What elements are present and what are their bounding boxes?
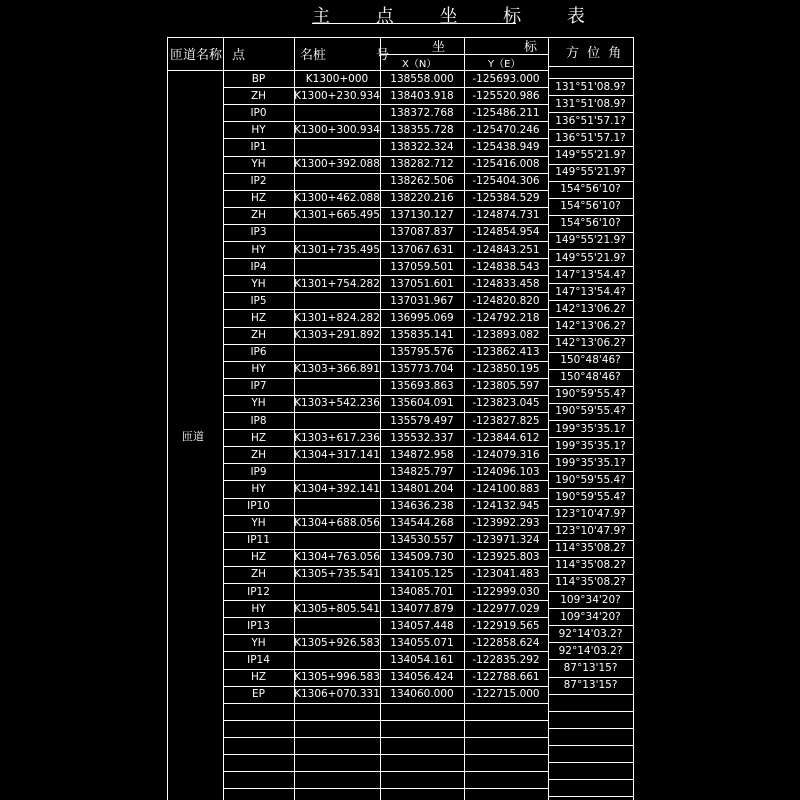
header-y: Y（E）: [488, 59, 521, 70]
header-point: 点: [232, 48, 246, 63]
y-coord-cell: -122835.292: [472, 653, 540, 666]
station-cell: K1301+824.282: [294, 311, 380, 324]
header-azimuth: 方 位 角: [566, 46, 622, 61]
coord-subheader-line: [380, 54, 548, 55]
station-cell: [294, 618, 380, 635]
column-border: [633, 37, 634, 800]
x-coord-cell: 134872.958: [390, 448, 454, 461]
y-coord-cell: -124874.731: [472, 209, 540, 222]
azimuth-cell: 92°14'03.2?: [558, 644, 623, 657]
azimuth-cell: 150°48'46?: [560, 354, 621, 367]
x-coord-cell: 135835.141: [390, 329, 454, 341]
point-cell: IP1: [250, 140, 267, 153]
point-cell: IP13: [247, 619, 270, 632]
station-cell: [294, 498, 380, 515]
y-coord-cell: -124100.883: [472, 482, 540, 495]
azimuth-cell: 142°13'06.2?: [555, 302, 626, 315]
x-coord-cell: 134801.204: [390, 482, 454, 495]
x-coord-cell: 138372.768: [390, 106, 454, 119]
point-cell: IP8: [250, 414, 267, 427]
azimuth-cell: 190°59'55.4?: [555, 388, 626, 401]
point-cell: IP5: [250, 294, 267, 307]
station-cell: K1303+617.236: [294, 431, 380, 444]
y-coord-cell: -124833.458: [472, 277, 540, 290]
x-coord-cell: 135604.091: [390, 397, 454, 410]
table-top-border: [167, 37, 633, 38]
station-cell: K1301+665.495: [294, 209, 380, 222]
station-cell: K1304+688.056: [294, 517, 380, 530]
y-coord-cell: -124096.103: [472, 465, 540, 478]
y-coord-cell: -123925.803: [472, 551, 540, 564]
azimuth-cell: 109°34'20?: [560, 593, 621, 606]
x-coord-cell: 137130.127: [390, 209, 454, 222]
station-cell: K1304+763.056: [294, 551, 380, 564]
x-coord-cell: 138262.506: [390, 175, 454, 188]
station-cell: K1305+735.541: [294, 568, 380, 581]
y-coord-cell: -122788.661: [472, 671, 540, 683]
header-coord-2: 标: [524, 40, 538, 55]
azimuth-cell: 142°13'06.2?: [555, 337, 626, 349]
azimuth-cell: 199°35'35.1?: [555, 456, 626, 469]
point-cell: HZ: [250, 311, 267, 324]
x-coord-cell: 137067.631: [390, 243, 454, 256]
azimuth-cell: 131°51'08.9?: [555, 80, 626, 93]
row-line: [223, 703, 548, 704]
azimuth-cell: 154°56'10?: [560, 200, 621, 213]
point-cell: IP3: [250, 226, 267, 239]
y-coord-cell: -122715.000: [472, 688, 540, 701]
point-cell: YH: [251, 517, 266, 530]
azimuth-cell: 114°35'08.2?: [555, 576, 626, 589]
station-cell: K1303+291.892: [294, 329, 380, 341]
station-cell: [294, 413, 380, 430]
y-coord-cell: -125416.008: [472, 158, 540, 170]
point-cell: ZH: [250, 568, 267, 581]
azimuth-cell: 123°10'47.9?: [555, 525, 626, 538]
station-cell: K1306+070.331: [294, 688, 380, 701]
x-coord-cell: 138355.728: [390, 123, 454, 136]
x-coord-cell: 134105.125: [390, 568, 454, 581]
azimuth-cell: 114°35'08.2?: [555, 542, 626, 555]
point-cell: IP12: [247, 585, 270, 598]
row-line: [223, 720, 548, 721]
station-cell: [294, 173, 380, 190]
azimuth-cell: 154°56'10?: [560, 217, 621, 230]
point-cell: ZH: [250, 209, 267, 222]
x-coord-cell: 134054.161: [390, 653, 454, 666]
x-coord-cell: 138558.000: [390, 72, 454, 85]
station-cell: [294, 139, 380, 156]
azimuth-cell: 114°35'08.2?: [555, 559, 626, 572]
station-cell: K1300+462.088: [294, 192, 380, 205]
x-coord-cell: 138403.918: [390, 89, 454, 102]
station-cell: [294, 259, 380, 276]
azimuth-cell: 136°51'57.1?: [555, 114, 626, 127]
y-coord-cell: -123893.082: [472, 329, 540, 341]
azimuth-cell: 190°59'55.4?: [555, 405, 626, 418]
station-cell: [294, 532, 380, 549]
y-coord-cell: -123844.612: [472, 431, 540, 444]
point-cell: IP9: [250, 465, 267, 478]
y-coord-cell: -122858.624: [472, 636, 540, 649]
title-underline: [312, 23, 516, 24]
azimuth-row-line: [548, 745, 633, 746]
y-coord-cell: -123827.825: [472, 414, 540, 427]
y-coord-cell: -123992.293: [472, 517, 540, 530]
y-coord-cell: -124132.945: [472, 500, 540, 512]
azimuth-cell: 92°14'03.2?: [558, 627, 623, 640]
azimuth-cell: 149°55'21.9?: [555, 251, 626, 264]
row-line: [223, 737, 548, 738]
y-coord-cell: -125438.949: [472, 140, 540, 153]
point-cell: IP4: [250, 260, 267, 273]
station-cell: K1305+996.583: [294, 671, 380, 683]
station-cell: [294, 344, 380, 361]
station-cell: K1304+317.141: [294, 448, 380, 461]
y-coord-cell: -125470.246: [472, 123, 540, 136]
azimuth-header-line: [548, 66, 633, 67]
azimuth-cell: 136°51'57.1?: [555, 131, 626, 144]
point-cell: IP0: [250, 106, 267, 119]
point-cell: IP14: [247, 653, 270, 666]
column-border: [167, 37, 168, 800]
point-cell: ZH: [250, 89, 267, 102]
azimuth-row-line: [548, 711, 633, 712]
y-coord-cell: -122919.565: [472, 619, 540, 632]
point-cell: IP7: [250, 380, 267, 393]
station-cell: K1300+000: [305, 72, 369, 85]
station-cell: K1301+735.495: [294, 243, 380, 256]
y-coord-cell: -123971.324: [472, 534, 540, 547]
x-coord-cell: 136995.069: [390, 311, 454, 324]
table-title: 主 点 坐 标 表: [312, 6, 605, 27]
y-coord-cell: -123823.045: [472, 397, 540, 410]
azimuth-cell: 199°35'35.1?: [555, 439, 626, 452]
y-coord-cell: -123805.597: [472, 380, 540, 393]
x-coord-cell: 134825.797: [390, 465, 454, 478]
station-cell: [294, 464, 380, 481]
point-cell: IP10: [247, 500, 270, 512]
azimuth-cell: 147°13'54.4?: [555, 268, 626, 281]
x-coord-cell: 134057.448: [390, 619, 454, 632]
header-road-name: 匝道名称: [170, 48, 223, 63]
station-cell: [294, 224, 380, 241]
point-cell: EP: [252, 688, 265, 701]
row-line: [223, 788, 548, 789]
x-coord-cell: 137031.967: [390, 294, 454, 307]
azimuth-cell: 149°55'21.9?: [555, 234, 626, 247]
station-cell: K1301+754.282: [294, 277, 380, 290]
point-cell: HZ: [250, 431, 267, 444]
azimuth-cell: 123°10'47.9?: [555, 508, 626, 520]
x-coord-cell: 134544.268: [390, 517, 454, 530]
x-coord-cell: 134056.424: [390, 671, 454, 683]
azimuth-cell: 149°55'21.9?: [555, 166, 626, 178]
row-line: [223, 771, 548, 772]
azimuth-row-line: [548, 796, 633, 797]
y-coord-cell: -124854.954: [472, 226, 540, 239]
point-cell: HZ: [250, 551, 267, 564]
station-cell: [294, 293, 380, 310]
y-coord-cell: -125486.211: [472, 106, 540, 119]
header-station: 名桩: [300, 48, 327, 63]
station-cell: K1303+542.236: [294, 397, 380, 410]
point-cell: ZH: [250, 448, 267, 461]
y-coord-cell: -124792.218: [472, 311, 540, 324]
azimuth-cell: 87°13'15?: [563, 661, 618, 674]
point-cell: HZ: [250, 192, 267, 205]
station-cell: [294, 105, 380, 122]
azimuth-cell: 109°34'20?: [560, 610, 621, 623]
azimuth-cell: 154°56'10?: [560, 183, 621, 196]
y-coord-cell: -122999.030: [472, 585, 540, 598]
x-coord-cell: 134055.071: [390, 636, 454, 649]
point-cell: HY: [251, 363, 266, 376]
point-cell: YH: [251, 636, 266, 649]
x-coord-cell: 138220.216: [390, 192, 454, 205]
y-coord-cell: -124079.316: [472, 448, 540, 461]
header-number: 号: [376, 48, 390, 63]
azimuth-cell: 150°48'46?: [560, 371, 621, 384]
azimuth-cell: 190°59'55.4?: [555, 473, 626, 486]
azimuth-cell: 190°59'55.4?: [555, 490, 626, 503]
point-cell: HY: [251, 123, 266, 136]
azimuth-row-line: [548, 762, 633, 763]
point-cell: IP6: [250, 346, 267, 359]
point-cell: YH: [251, 277, 266, 290]
point-cell: YH: [251, 158, 266, 170]
point-cell: HZ: [250, 671, 267, 683]
y-coord-cell: -124838.543: [472, 260, 540, 273]
azimuth-cell: 199°35'35.1?: [555, 422, 626, 435]
y-coord-cell: -123041.483: [472, 568, 540, 581]
y-coord-cell: -125384.529: [472, 192, 540, 205]
station-cell: [294, 378, 380, 395]
x-coord-cell: 134077.879: [390, 602, 454, 615]
azimuth-cell: 131°51'08.9?: [555, 97, 626, 110]
azimuth-cell: 87°13'15?: [563, 679, 618, 691]
station-cell: K1305+926.583: [294, 636, 380, 649]
azimuth-cell: 147°13'54.4?: [555, 285, 626, 298]
azimuth-row-line: [548, 779, 633, 780]
header-x: X（N）: [402, 59, 437, 70]
y-coord-cell: -123850.195: [472, 363, 540, 376]
point-cell: IP11: [247, 534, 270, 547]
station-cell: [294, 584, 380, 601]
x-coord-cell: 134509.730: [390, 551, 454, 564]
point-cell: YH: [251, 397, 266, 410]
y-coord-cell: -123862.413: [472, 346, 540, 359]
y-coord-cell: -124843.251: [472, 243, 540, 256]
x-coord-cell: 138282.712: [390, 158, 454, 170]
station-cell: K1300+300.934: [294, 123, 380, 136]
azimuth-row-line: [548, 694, 633, 695]
y-coord-cell: -124820.820: [472, 294, 540, 307]
y-coord-cell: -125693.000: [472, 72, 540, 85]
x-coord-cell: 135693.863: [390, 380, 454, 393]
point-cell: IP2: [250, 175, 267, 188]
x-coord-cell: 134060.000: [390, 688, 454, 701]
azimuth-cell: 142°13'06.2?: [555, 319, 626, 332]
x-coord-cell: 135795.576: [390, 346, 454, 359]
x-coord-cell: 135532.337: [390, 431, 454, 444]
x-coord-cell: 134085.701: [390, 585, 454, 598]
x-coord-cell: 134530.557: [390, 534, 454, 547]
azimuth-row-line: [548, 728, 633, 729]
station-cell: [294, 652, 380, 669]
x-coord-cell: 138322.324: [390, 140, 454, 153]
route-name: 匝道: [182, 430, 204, 443]
y-coord-cell: -122977.029: [472, 602, 540, 615]
header-coord: 坐: [432, 40, 446, 55]
station-cell: K1303+366.891: [294, 363, 380, 376]
x-coord-cell: 134636.238: [390, 500, 454, 512]
point-cell: BP: [251, 72, 266, 85]
y-coord-cell: -125404.306: [472, 175, 540, 188]
x-coord-cell: 135773.704: [390, 363, 454, 376]
x-coord-cell: 135579.497: [390, 414, 454, 427]
row-line: [223, 754, 548, 755]
station-cell: K1300+392.088: [294, 158, 380, 170]
x-coord-cell: 137087.837: [390, 226, 454, 239]
station-cell: K1304+392.141: [294, 482, 380, 495]
point-cell: HY: [251, 602, 266, 615]
point-cell: HY: [251, 482, 266, 495]
point-cell: HY: [251, 243, 266, 256]
x-coord-cell: 137059.501: [390, 260, 454, 273]
point-cell: ZH: [250, 329, 267, 341]
station-cell: K1305+805.541: [294, 602, 380, 615]
station-cell: K1300+230.934: [294, 89, 380, 102]
x-coord-cell: 137051.601: [390, 277, 454, 290]
y-coord-cell: -125520.986: [472, 89, 540, 102]
azimuth-cell: 149°55'21.9?: [555, 148, 626, 161]
